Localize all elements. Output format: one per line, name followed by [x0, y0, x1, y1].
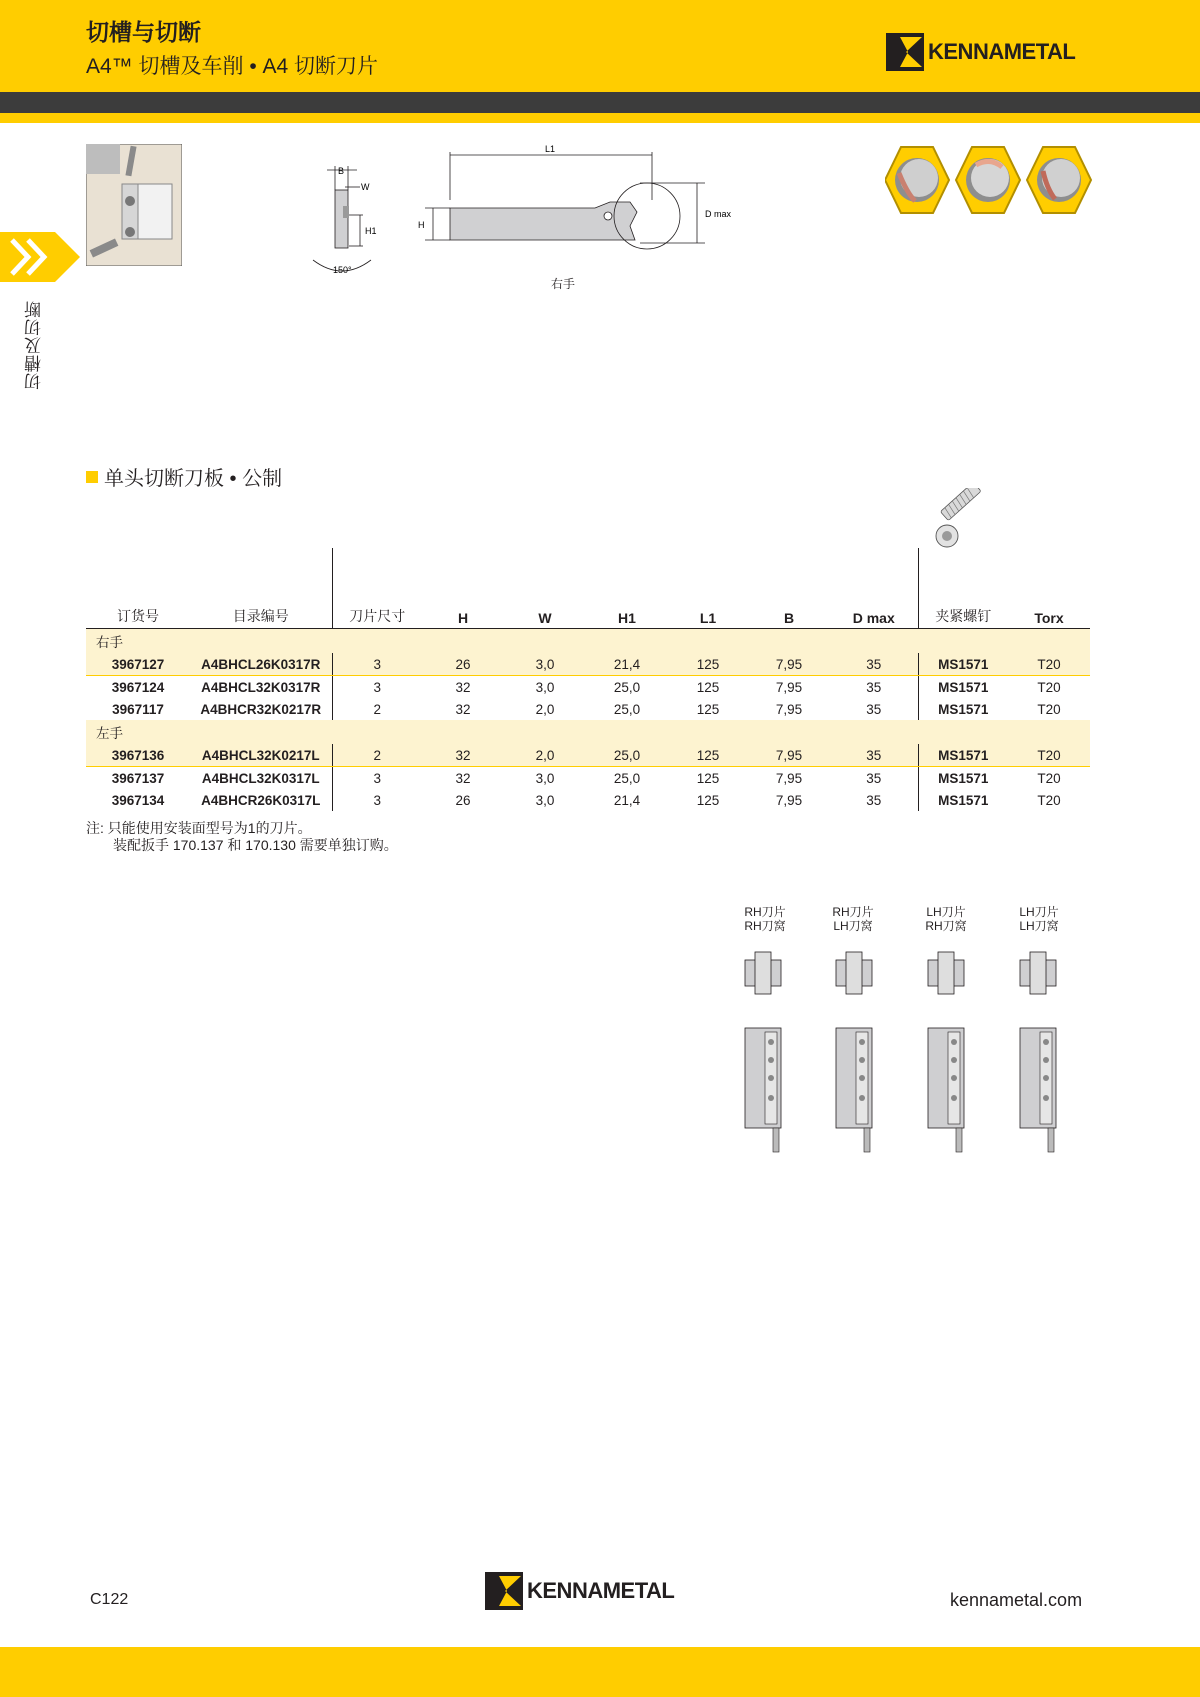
table-cell: 25,0: [613, 679, 641, 695]
section-title-text: 单头切断刀板 • 公制: [104, 468, 283, 490]
table-cell: 3: [332, 653, 422, 676]
dim-h1-label: H1: [365, 226, 377, 236]
table-cell: 35: [830, 676, 918, 699]
dim-w-label: W: [361, 182, 370, 192]
table-row: [86, 789, 1090, 811]
page-number: C122: [90, 1591, 129, 1608]
pocket-label-4: LH刀片 LH刀窝: [1019, 905, 1059, 933]
col-header: H1: [586, 548, 668, 629]
header-band: [0, 92, 1200, 113]
section-title: [86, 462, 282, 491]
table-cell: 35: [830, 698, 918, 720]
col-header: L1: [668, 548, 748, 629]
table-row: [86, 744, 1090, 767]
table-cell: A4BHCL32K0317R: [190, 676, 332, 699]
header-brand: KENNAMETAL: [928, 39, 1076, 64]
table-cell: A4BHCL32K0317L: [190, 767, 332, 790]
table-cell: 7,95: [748, 653, 830, 676]
table-cell: T20: [1037, 792, 1061, 808]
table-row: [86, 767, 1090, 790]
material-hex-icon-1: [885, 147, 949, 213]
table-cell: 25,0: [613, 701, 641, 717]
col-header: W: [504, 548, 586, 629]
table-header-row: [86, 548, 1090, 629]
table-cell: 3: [373, 770, 381, 786]
footer-logo: [485, 1572, 674, 1610]
table-cell: 3967117: [112, 701, 164, 717]
table-cell: 3967134: [111, 792, 165, 808]
table-cell: 125: [696, 770, 720, 786]
table-cell: 3,0: [535, 679, 555, 695]
dim-dmax-label: D max: [705, 209, 732, 219]
table-cell: 7,95: [775, 770, 803, 786]
table-cell: 3967136: [86, 744, 190, 767]
table-cell: T20: [1037, 701, 1061, 717]
kennametal-k-icon: [886, 33, 924, 71]
table-cell: 26: [422, 653, 504, 676]
table-cell: 2: [373, 701, 381, 717]
table-cell: 32: [455, 770, 471, 786]
group-label: 左手: [86, 720, 1090, 744]
table-cell: 21,4: [613, 792, 641, 808]
col-header: 夹紧螺钉: [918, 548, 1008, 629]
table-cell: 35: [830, 653, 918, 676]
side-chevron-icon: [0, 232, 80, 282]
table-cell: 2,0: [535, 701, 555, 717]
side-tab-label: 切槽及切断: [25, 300, 44, 390]
header-logo: [886, 33, 1075, 71]
pocket-label-1: RH刀片 RH刀窝: [744, 905, 786, 933]
table-cell: MS1571: [918, 744, 1008, 767]
table-cell: 25,0: [613, 770, 641, 786]
pocket-label-2: RH刀片 LH刀窝: [832, 905, 874, 933]
col-header: 目录编号: [190, 548, 332, 629]
dim-h-label: H: [418, 220, 425, 230]
table-cell: T20: [1037, 679, 1061, 695]
table-cell: MS1571: [938, 679, 989, 695]
table-cell: 3967127: [86, 653, 190, 676]
table-cell: 3: [373, 792, 381, 808]
table-cell: 2,0: [504, 744, 586, 767]
insert-side-drawing: [305, 160, 395, 280]
col-header: 订货号: [86, 548, 190, 629]
col-header: B: [748, 548, 830, 629]
material-icons: [885, 143, 1095, 218]
pocket-diagram-3: [928, 952, 964, 1152]
page-title: 切槽与切断: [86, 19, 201, 45]
table-cell: MS1571: [938, 701, 989, 717]
header-stripe: [0, 113, 1200, 123]
table-cell: 35: [830, 744, 918, 767]
clamp-screw-icon: [932, 488, 996, 552]
table-cell: 3967124: [111, 679, 165, 695]
group-label: 右手: [86, 629, 1090, 654]
pocket-label-3: LH刀片 RH刀窝: [925, 905, 967, 933]
table-cell: A4BHCL32K0217L: [190, 744, 332, 767]
table-cell: T20: [1037, 770, 1061, 786]
table-cell: 32: [455, 679, 471, 695]
material-hex-icon-3: [1027, 147, 1091, 213]
table-cell: MS1571: [938, 792, 989, 808]
pocket-diagram-4: [1020, 952, 1056, 1152]
table-cell: T20: [1008, 653, 1090, 676]
kennametal-k-icon: [485, 1572, 523, 1610]
drawing-caption: 右手: [551, 277, 576, 291]
table-cell: 25,0: [586, 744, 668, 767]
table-cell: T20: [1008, 744, 1090, 767]
table-cell: MS1571: [938, 770, 989, 786]
table-cell: 125: [696, 679, 720, 695]
group-row: [86, 629, 1090, 654]
table-cell: A4BHCR32K0217R: [190, 698, 332, 720]
table-cell: 26: [455, 792, 471, 808]
footer-url[interactable]: kennametal.com: [950, 1590, 1083, 1610]
table-cell: 35: [830, 789, 918, 811]
table-row: [86, 653, 1090, 676]
table-cell: 7,95: [775, 679, 803, 695]
table-cell: 7,95: [775, 792, 803, 808]
group-row: [86, 720, 1090, 744]
col-header: 刀片尺寸: [332, 548, 422, 629]
page-subtitle: A4™ 切槽及车削 • A4 切断刀片: [86, 55, 379, 78]
table-cell: 125: [696, 792, 720, 808]
footer-brand: KENNAMETAL: [527, 1578, 675, 1603]
table-cell: 7,95: [775, 701, 803, 717]
table-row: [86, 698, 1090, 720]
table-cell: 125: [696, 701, 720, 717]
holder-photo: [86, 144, 182, 266]
table-cell: 125: [668, 653, 748, 676]
table-cell: MS1571: [918, 653, 1008, 676]
footer-bar: [0, 1647, 1200, 1697]
product-table: [86, 548, 1090, 811]
table-cell: 7,95: [748, 744, 830, 767]
table-cell: 3: [373, 679, 381, 695]
table-cell: 32: [455, 701, 471, 717]
col-header: H: [422, 548, 504, 629]
dim-angle-label: 150°: [333, 265, 352, 275]
material-hex-icon-2: [956, 147, 1020, 213]
dim-l1-label: L1: [545, 144, 556, 154]
table-cell: 21,4: [586, 653, 668, 676]
blade-drawing: [415, 140, 745, 295]
table-cell: 35: [830, 767, 918, 790]
table-cell: 3,0: [504, 653, 586, 676]
table-cell: A4BHCL26K0317R: [190, 653, 332, 676]
col-header: D max: [830, 548, 918, 629]
table-cell: 3,0: [535, 792, 555, 808]
note-line-2: 装配扳手 170.137 和 170.130 需要单独订购。: [113, 837, 398, 853]
pocket-diagram-2: [836, 952, 872, 1152]
table-cell: 2: [332, 744, 422, 767]
col-header: Torx: [1008, 548, 1090, 629]
note-line-1: 注: 只能使用安装面型号为1的刀片。: [86, 820, 312, 836]
section-bullet-icon: [86, 471, 98, 483]
table-cell: 32: [422, 744, 504, 767]
table-cell: 3,0: [535, 770, 555, 786]
table-cell: 125: [668, 744, 748, 767]
pocket-diagrams: [735, 905, 1095, 1160]
table-cell: A4BHCR26K0317L: [190, 789, 332, 811]
table-row: [86, 676, 1090, 699]
table-cell: 3967137: [111, 770, 165, 786]
dim-b-label: B: [338, 166, 345, 176]
